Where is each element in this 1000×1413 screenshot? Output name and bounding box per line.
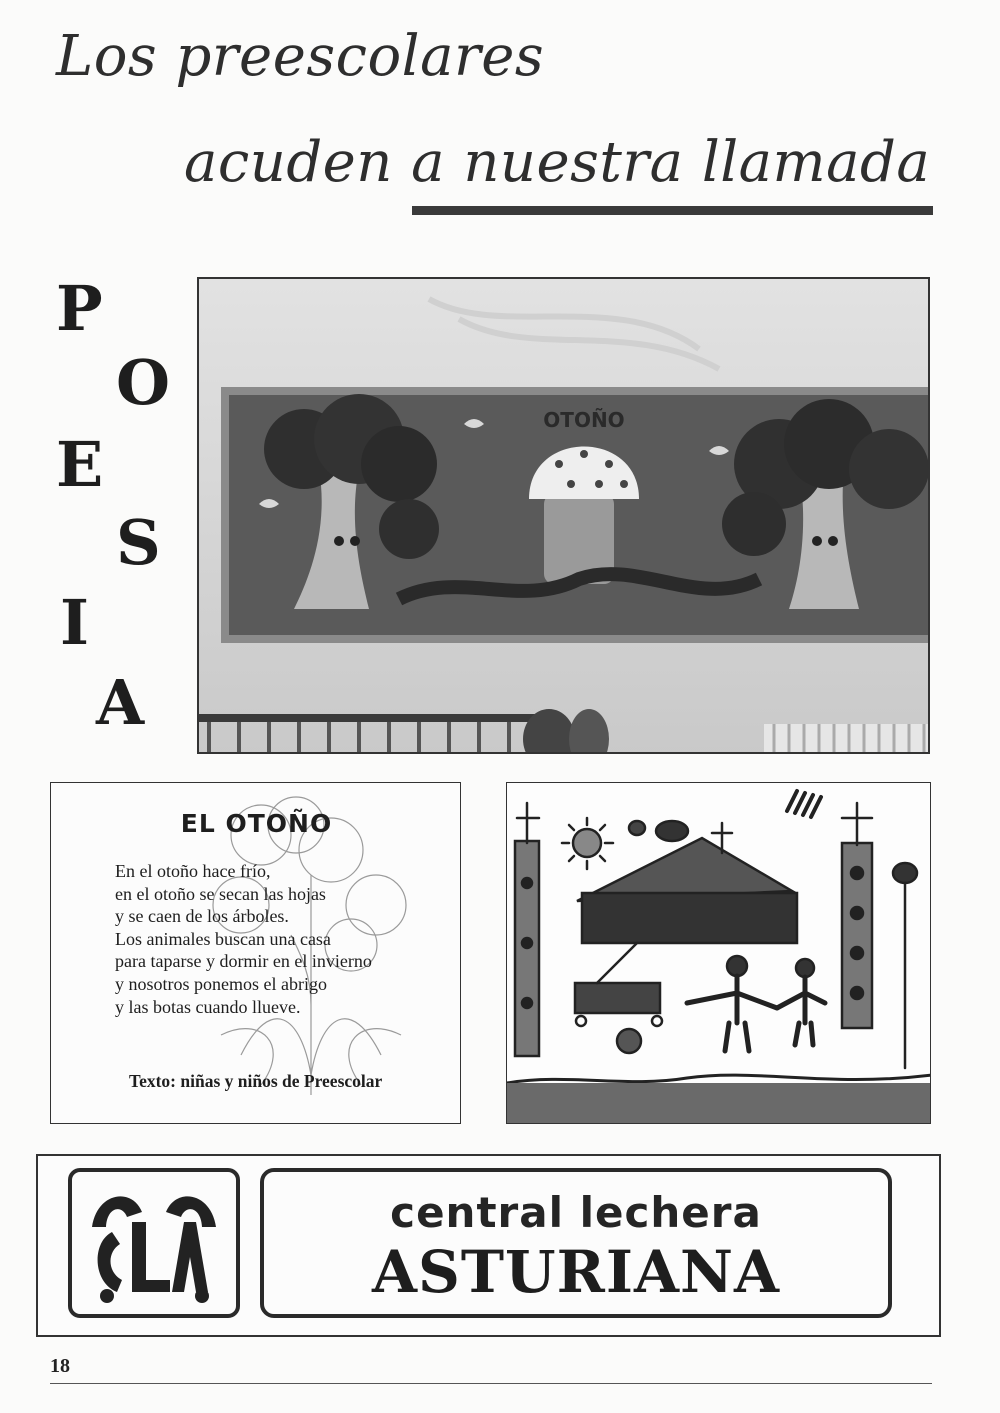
poem-line: Los animales buscan una casa (115, 928, 331, 949)
poem-line: en el otoño se secan las hojas (115, 883, 326, 904)
poem-box (50, 782, 461, 1124)
cla-logo (68, 1168, 240, 1318)
poem-credit: Texto: niñas y niños de Preescolar (129, 1071, 383, 1091)
poem-line: y se caen de los árboles. (115, 906, 289, 927)
section-letter-e: E (56, 428, 104, 501)
poem-line: y nosotros ponemos el abrigo (115, 973, 327, 994)
title-line-2: acuden a nuestra llamada (184, 130, 931, 195)
bulletin-board-illustration (199, 279, 930, 754)
title-underline (412, 206, 933, 215)
board-title: OTOÑO (543, 408, 625, 432)
classroom-photo (197, 277, 930, 754)
footer-rule (50, 1383, 932, 1384)
cla-logo-icon (72, 1172, 236, 1314)
logo-text: CLA (153, 1312, 155, 1313)
child-drawing (506, 782, 931, 1124)
page-number: 18 (50, 1355, 70, 1377)
section-letter-a: A (96, 666, 145, 739)
brand-line-2: ASTURIANA (372, 1238, 780, 1306)
poem-line: y las botas cuando llueve. (115, 996, 301, 1017)
poem-text (115, 860, 372, 1018)
poem-line: para taparse y dormir en el invierno (115, 951, 372, 972)
section-letter-p: P (56, 272, 103, 345)
title-line-1: Los preescolares (56, 24, 545, 89)
poem-line: En el otoño hace frío, (115, 861, 271, 881)
crayon-drawing-illustration (507, 783, 931, 1124)
brand-name-box (260, 1168, 892, 1318)
section-letter-s: S (116, 506, 161, 579)
section-letter-i: I (60, 586, 90, 659)
poem-title: EL OTOÑO (180, 809, 333, 838)
section-letter-o: O (116, 346, 171, 419)
advertisement (36, 1154, 941, 1337)
brand-line-1: central lechera (390, 1188, 762, 1237)
